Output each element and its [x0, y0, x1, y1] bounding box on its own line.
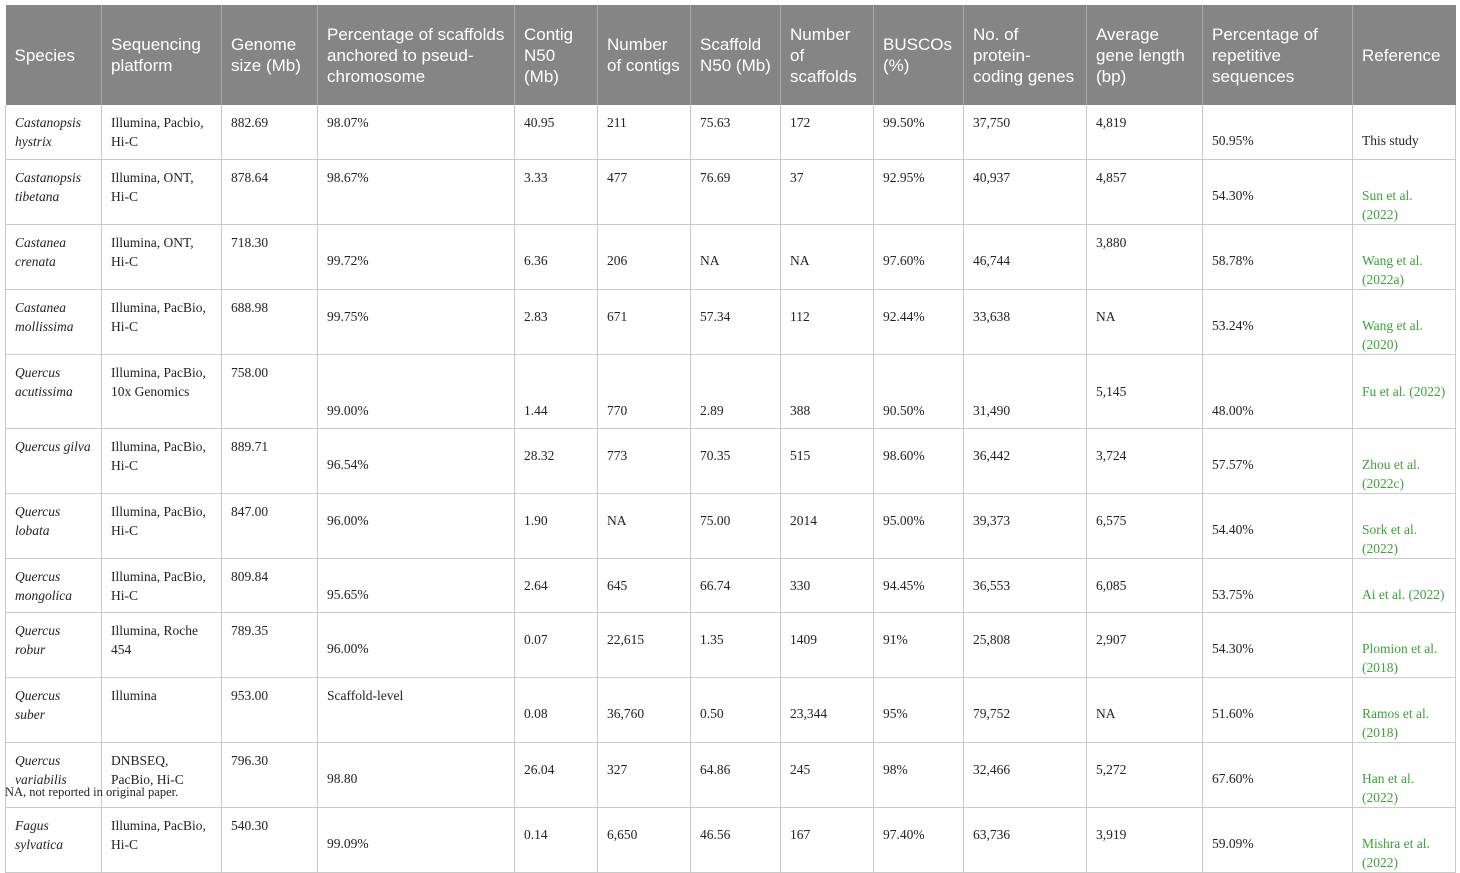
cell-genome-size: 718.30 [222, 224, 318, 289]
cell-number-of-scaffolds: 23,344 [781, 677, 874, 742]
cell-repetitive-sequences: 53.75% [1203, 558, 1353, 612]
cell-contig-n50: 0.07 [515, 612, 598, 677]
cell-genome-size: 882.69 [222, 105, 318, 159]
cell-average-gene-length: 2,907 [1087, 612, 1203, 677]
cell-protein-coding-genes: 31,490 [964, 354, 1087, 428]
cell-genome-size: 953.00 [222, 677, 318, 742]
cell-sequencing-platform: Illumina, ONT, Hi-C [102, 159, 222, 224]
cell-scaffold-n50: 57.34 [691, 289, 781, 354]
cell-species: Castanopsis hystrix [6, 105, 102, 159]
cell-species: Quercus gilva [6, 428, 102, 493]
cell-protein-coding-genes: 37,750 [964, 105, 1087, 159]
table-row [6, 677, 1456, 742]
cell-species: Castanea crenata [6, 224, 102, 289]
cell-scaffold-n50: 2.89 [691, 354, 781, 428]
cell-sequencing-platform: DNBSEQ, PacBio, Hi-C [102, 742, 222, 807]
cell-contig-n50: 2.83 [515, 289, 598, 354]
cell-repetitive-sequences: 57.57% [1203, 428, 1353, 493]
cell-repetitive-sequences: 59.09% [1203, 807, 1353, 872]
cell-number-of-scaffolds: 245 [781, 742, 874, 807]
cell-average-gene-length: 3,724 [1087, 428, 1203, 493]
cell-scaffold-n50: 75.63 [691, 105, 781, 159]
cell-sequencing-platform: Illumina, ONT, Hi-C [102, 224, 222, 289]
header-number-of-scaffolds: Number of scaffolds [781, 5, 874, 105]
table-row [6, 159, 1456, 224]
cell-anchored-percentage: 99.00% [318, 354, 515, 428]
cell-contig-n50: 40.95 [515, 105, 598, 159]
cell-reference[interactable]: Ramos et al. (2018) [1353, 677, 1456, 742]
cell-reference[interactable]: Sun et al. (2022) [1353, 159, 1456, 224]
cell-buscos: 98.60% [874, 428, 964, 493]
cell-contig-n50: 0.08 [515, 677, 598, 742]
cell-scaffold-n50: 70.35 [691, 428, 781, 493]
header-reference: Reference [1353, 5, 1456, 105]
cell-species: Castanopsis tibetana [6, 159, 102, 224]
cell-number-of-contigs: 211 [598, 105, 691, 159]
cell-protein-coding-genes: 40,937 [964, 159, 1087, 224]
header-genome-size: Genome size (Mb) [222, 5, 318, 105]
cell-number-of-contigs: 770 [598, 354, 691, 428]
cell-scaffold-n50: 76.69 [691, 159, 781, 224]
cell-anchored-percentage: 99.72% [318, 224, 515, 289]
cell-scaffold-n50: 46.56 [691, 807, 781, 872]
cell-repetitive-sequences: 58.78% [1203, 224, 1353, 289]
cell-genome-size: 758.00 [222, 354, 318, 428]
cell-species: Quercus robur [6, 612, 102, 677]
header-protein-coding-genes: No. of protein-coding genes [964, 5, 1087, 105]
cell-genome-size: 789.35 [222, 612, 318, 677]
cell-number-of-scaffolds: 330 [781, 558, 874, 612]
cell-contig-n50: 1.44 [515, 354, 598, 428]
cell-number-of-scaffolds: 112 [781, 289, 874, 354]
cell-species: Castanea mollissima [6, 289, 102, 354]
cell-reference[interactable]: Sork et al. (2022) [1353, 493, 1456, 558]
table-footnote: NA, not reported in original paper. [5, 785, 179, 799]
cell-reference[interactable]: Wang et al. (2022a) [1353, 224, 1456, 289]
cell-repetitive-sequences: 50.95% [1203, 105, 1353, 159]
cell-protein-coding-genes: 36,442 [964, 428, 1087, 493]
header-species: Species [6, 5, 102, 105]
cell-reference[interactable]: Plomion et al. (2018) [1353, 612, 1456, 677]
cell-sequencing-platform: Illumina [102, 677, 222, 742]
header-average-gene-length: Average gene length (bp) [1087, 5, 1203, 105]
cell-reference[interactable]: Fu et al. (2022) [1353, 354, 1456, 428]
table-row [6, 224, 1456, 289]
cell-reference[interactable]: Mishra et al. (2022) [1353, 807, 1456, 872]
cell-contig-n50: 0.14 [515, 807, 598, 872]
header-repetitive-sequences: Percentage of repetitive sequences [1203, 5, 1353, 105]
cell-species: Quercus lobata [6, 493, 102, 558]
cell-scaffold-n50: 64.86 [691, 742, 781, 807]
cell-number-of-contigs: 36,760 [598, 677, 691, 742]
table-row [6, 558, 1456, 612]
cell-sequencing-platform: Illumina, PacBio, Hi-C [102, 289, 222, 354]
cell-number-of-scaffolds: 37 [781, 159, 874, 224]
cell-contig-n50: 28.32 [515, 428, 598, 493]
cell-genome-size: 688.98 [222, 289, 318, 354]
cell-sequencing-platform: Illumina, PacBio, Hi-C [102, 428, 222, 493]
cell-protein-coding-genes: 25,808 [964, 612, 1087, 677]
cell-scaffold-n50: 66.74 [691, 558, 781, 612]
cell-protein-coding-genes: 32,466 [964, 742, 1087, 807]
cell-reference: This study [1353, 105, 1456, 159]
cell-average-gene-length: NA [1087, 289, 1203, 354]
cell-average-gene-length: 4,819 [1087, 105, 1203, 159]
table-row [6, 289, 1456, 354]
cell-average-gene-length: 5,145 [1087, 354, 1203, 428]
table-row [6, 612, 1456, 677]
cell-protein-coding-genes: 36,553 [964, 558, 1087, 612]
cell-sequencing-platform: Illumina, Roche 454 [102, 612, 222, 677]
header-anchored-percentage: Percentage of scaffolds anchored to pseud-chromosome [318, 5, 515, 105]
cell-protein-coding-genes: 63,736 [964, 807, 1087, 872]
cell-species: Fagus sylvatica [6, 807, 102, 872]
header-sequencing-platform: Sequencing platform [102, 5, 222, 105]
cell-protein-coding-genes: 33,638 [964, 289, 1087, 354]
cell-buscos: 90.50% [874, 354, 964, 428]
cell-average-gene-length: 3,919 [1087, 807, 1203, 872]
cell-reference[interactable]: Han et al. (2022) [1353, 742, 1456, 807]
cell-genome-size: 540.30 [222, 807, 318, 872]
cell-protein-coding-genes: 46,744 [964, 224, 1087, 289]
cell-contig-n50: 6.36 [515, 224, 598, 289]
cell-buscos: 97.40% [874, 807, 964, 872]
cell-anchored-percentage: 99.75% [318, 289, 515, 354]
cell-average-gene-length: 5,272 [1087, 742, 1203, 807]
cell-anchored-percentage: 98.80 [318, 742, 515, 807]
cell-number-of-contigs: 773 [598, 428, 691, 493]
cell-genome-size: 878.64 [222, 159, 318, 224]
cell-average-gene-length: 3,880 [1087, 224, 1203, 289]
cell-scaffold-n50: 1.35 [691, 612, 781, 677]
cell-reference[interactable]: Ai et al. (2022) [1353, 558, 1456, 612]
cell-number-of-contigs: 645 [598, 558, 691, 612]
table-row [6, 807, 1456, 872]
cell-average-gene-length: 4,857 [1087, 159, 1203, 224]
cell-number-of-scaffolds: 172 [781, 105, 874, 159]
header-scaffold-n50: Scaffold N50 (Mb) [691, 5, 781, 105]
cell-average-gene-length: 6,575 [1087, 493, 1203, 558]
cell-sequencing-platform: Illumina, PacBio, 10x Genomics [102, 354, 222, 428]
table-row [6, 354, 1456, 428]
cell-anchored-percentage: 96.00% [318, 612, 515, 677]
header-number-of-contigs: Number of contigs [598, 5, 691, 105]
cell-repetitive-sequences: 54.40% [1203, 493, 1353, 558]
table-row [6, 742, 1456, 807]
cell-buscos: 91% [874, 612, 964, 677]
table-row [6, 428, 1456, 493]
cell-number-of-contigs: 327 [598, 742, 691, 807]
cell-genome-size: 889.71 [222, 428, 318, 493]
cell-anchored-percentage: 99.09% [318, 807, 515, 872]
cell-buscos: 94.45% [874, 558, 964, 612]
cell-genome-size: 847.00 [222, 493, 318, 558]
cell-buscos: 99.50% [874, 105, 964, 159]
cell-buscos: 92.44% [874, 289, 964, 354]
header-buscos: BUSCOs (%) [874, 5, 964, 105]
cell-anchored-percentage: Scaffold-level [318, 677, 515, 742]
cell-scaffold-n50: 0.50 [691, 677, 781, 742]
header-contig-n50: Contig N50 (Mb) [515, 5, 598, 105]
cell-average-gene-length: 6,085 [1087, 558, 1203, 612]
cell-sequencing-platform: Illumina, PacBio, Hi-C [102, 558, 222, 612]
cell-contig-n50: 26.04 [515, 742, 598, 807]
cell-number-of-contigs: 477 [598, 159, 691, 224]
cell-scaffold-n50: NA [691, 224, 781, 289]
cell-sequencing-platform: Illumina, Pacbio, Hi-C [102, 105, 222, 159]
cell-contig-n50: 3.33 [515, 159, 598, 224]
cell-buscos: 97.60% [874, 224, 964, 289]
table-row [6, 105, 1456, 159]
cell-buscos: 92.95% [874, 159, 964, 224]
cell-repetitive-sequences: 67.60% [1203, 742, 1353, 807]
cell-number-of-contigs: 22,615 [598, 612, 691, 677]
cell-anchored-percentage: 96.00% [318, 493, 515, 558]
cell-species: Quercus variabilis [6, 742, 102, 807]
cell-reference[interactable]: Wang et al. (2020) [1353, 289, 1456, 354]
cell-sequencing-platform: Illumina, PacBio, Hi-C [102, 493, 222, 558]
header-row [6, 5, 1456, 105]
cell-number-of-scaffolds: 2014 [781, 493, 874, 558]
table-body [6, 105, 1456, 872]
cell-number-of-contigs: 6,650 [598, 807, 691, 872]
cell-number-of-scaffolds: 515 [781, 428, 874, 493]
cell-number-of-contigs: 206 [598, 224, 691, 289]
cell-repetitive-sequences: 53.24% [1203, 289, 1353, 354]
cell-buscos: 95.00% [874, 493, 964, 558]
cell-repetitive-sequences: 54.30% [1203, 612, 1353, 677]
cell-species: Quercus suber [6, 677, 102, 742]
cell-contig-n50: 1.90 [515, 493, 598, 558]
cell-number-of-scaffolds: 1409 [781, 612, 874, 677]
table-row [6, 493, 1456, 558]
cell-number-of-contigs: NA [598, 493, 691, 558]
cell-buscos: 95% [874, 677, 964, 742]
cell-number-of-scaffolds: NA [781, 224, 874, 289]
cell-number-of-scaffolds: 167 [781, 807, 874, 872]
cell-contig-n50: 2.64 [515, 558, 598, 612]
cell-repetitive-sequences: 54.30% [1203, 159, 1353, 224]
cell-protein-coding-genes: 79,752 [964, 677, 1087, 742]
cell-genome-size: 809.84 [222, 558, 318, 612]
cell-repetitive-sequences: 48.00% [1203, 354, 1353, 428]
cell-buscos: 98% [874, 742, 964, 807]
cell-reference[interactable]: Zhou et al. (2022c) [1353, 428, 1456, 493]
cell-scaffold-n50: 75.00 [691, 493, 781, 558]
cell-anchored-percentage: 98.07% [318, 105, 515, 159]
cell-average-gene-length: NA [1087, 677, 1203, 742]
cell-anchored-percentage: 96.54% [318, 428, 515, 493]
cell-anchored-percentage: 98.67% [318, 159, 515, 224]
cell-genome-size: 796.30 [222, 742, 318, 807]
cell-number-of-scaffolds: 388 [781, 354, 874, 428]
cell-species: Quercus acutissima [6, 354, 102, 428]
cell-protein-coding-genes: 39,373 [964, 493, 1087, 558]
cell-repetitive-sequences: 51.60% [1203, 677, 1353, 742]
genome-comparison-table [5, 5, 1456, 873]
cell-anchored-percentage: 95.65% [318, 558, 515, 612]
cell-species: Quercus mongolica [6, 558, 102, 612]
cell-number-of-contigs: 671 [598, 289, 691, 354]
cell-sequencing-platform: Illumina, PacBio, Hi-C [102, 807, 222, 872]
